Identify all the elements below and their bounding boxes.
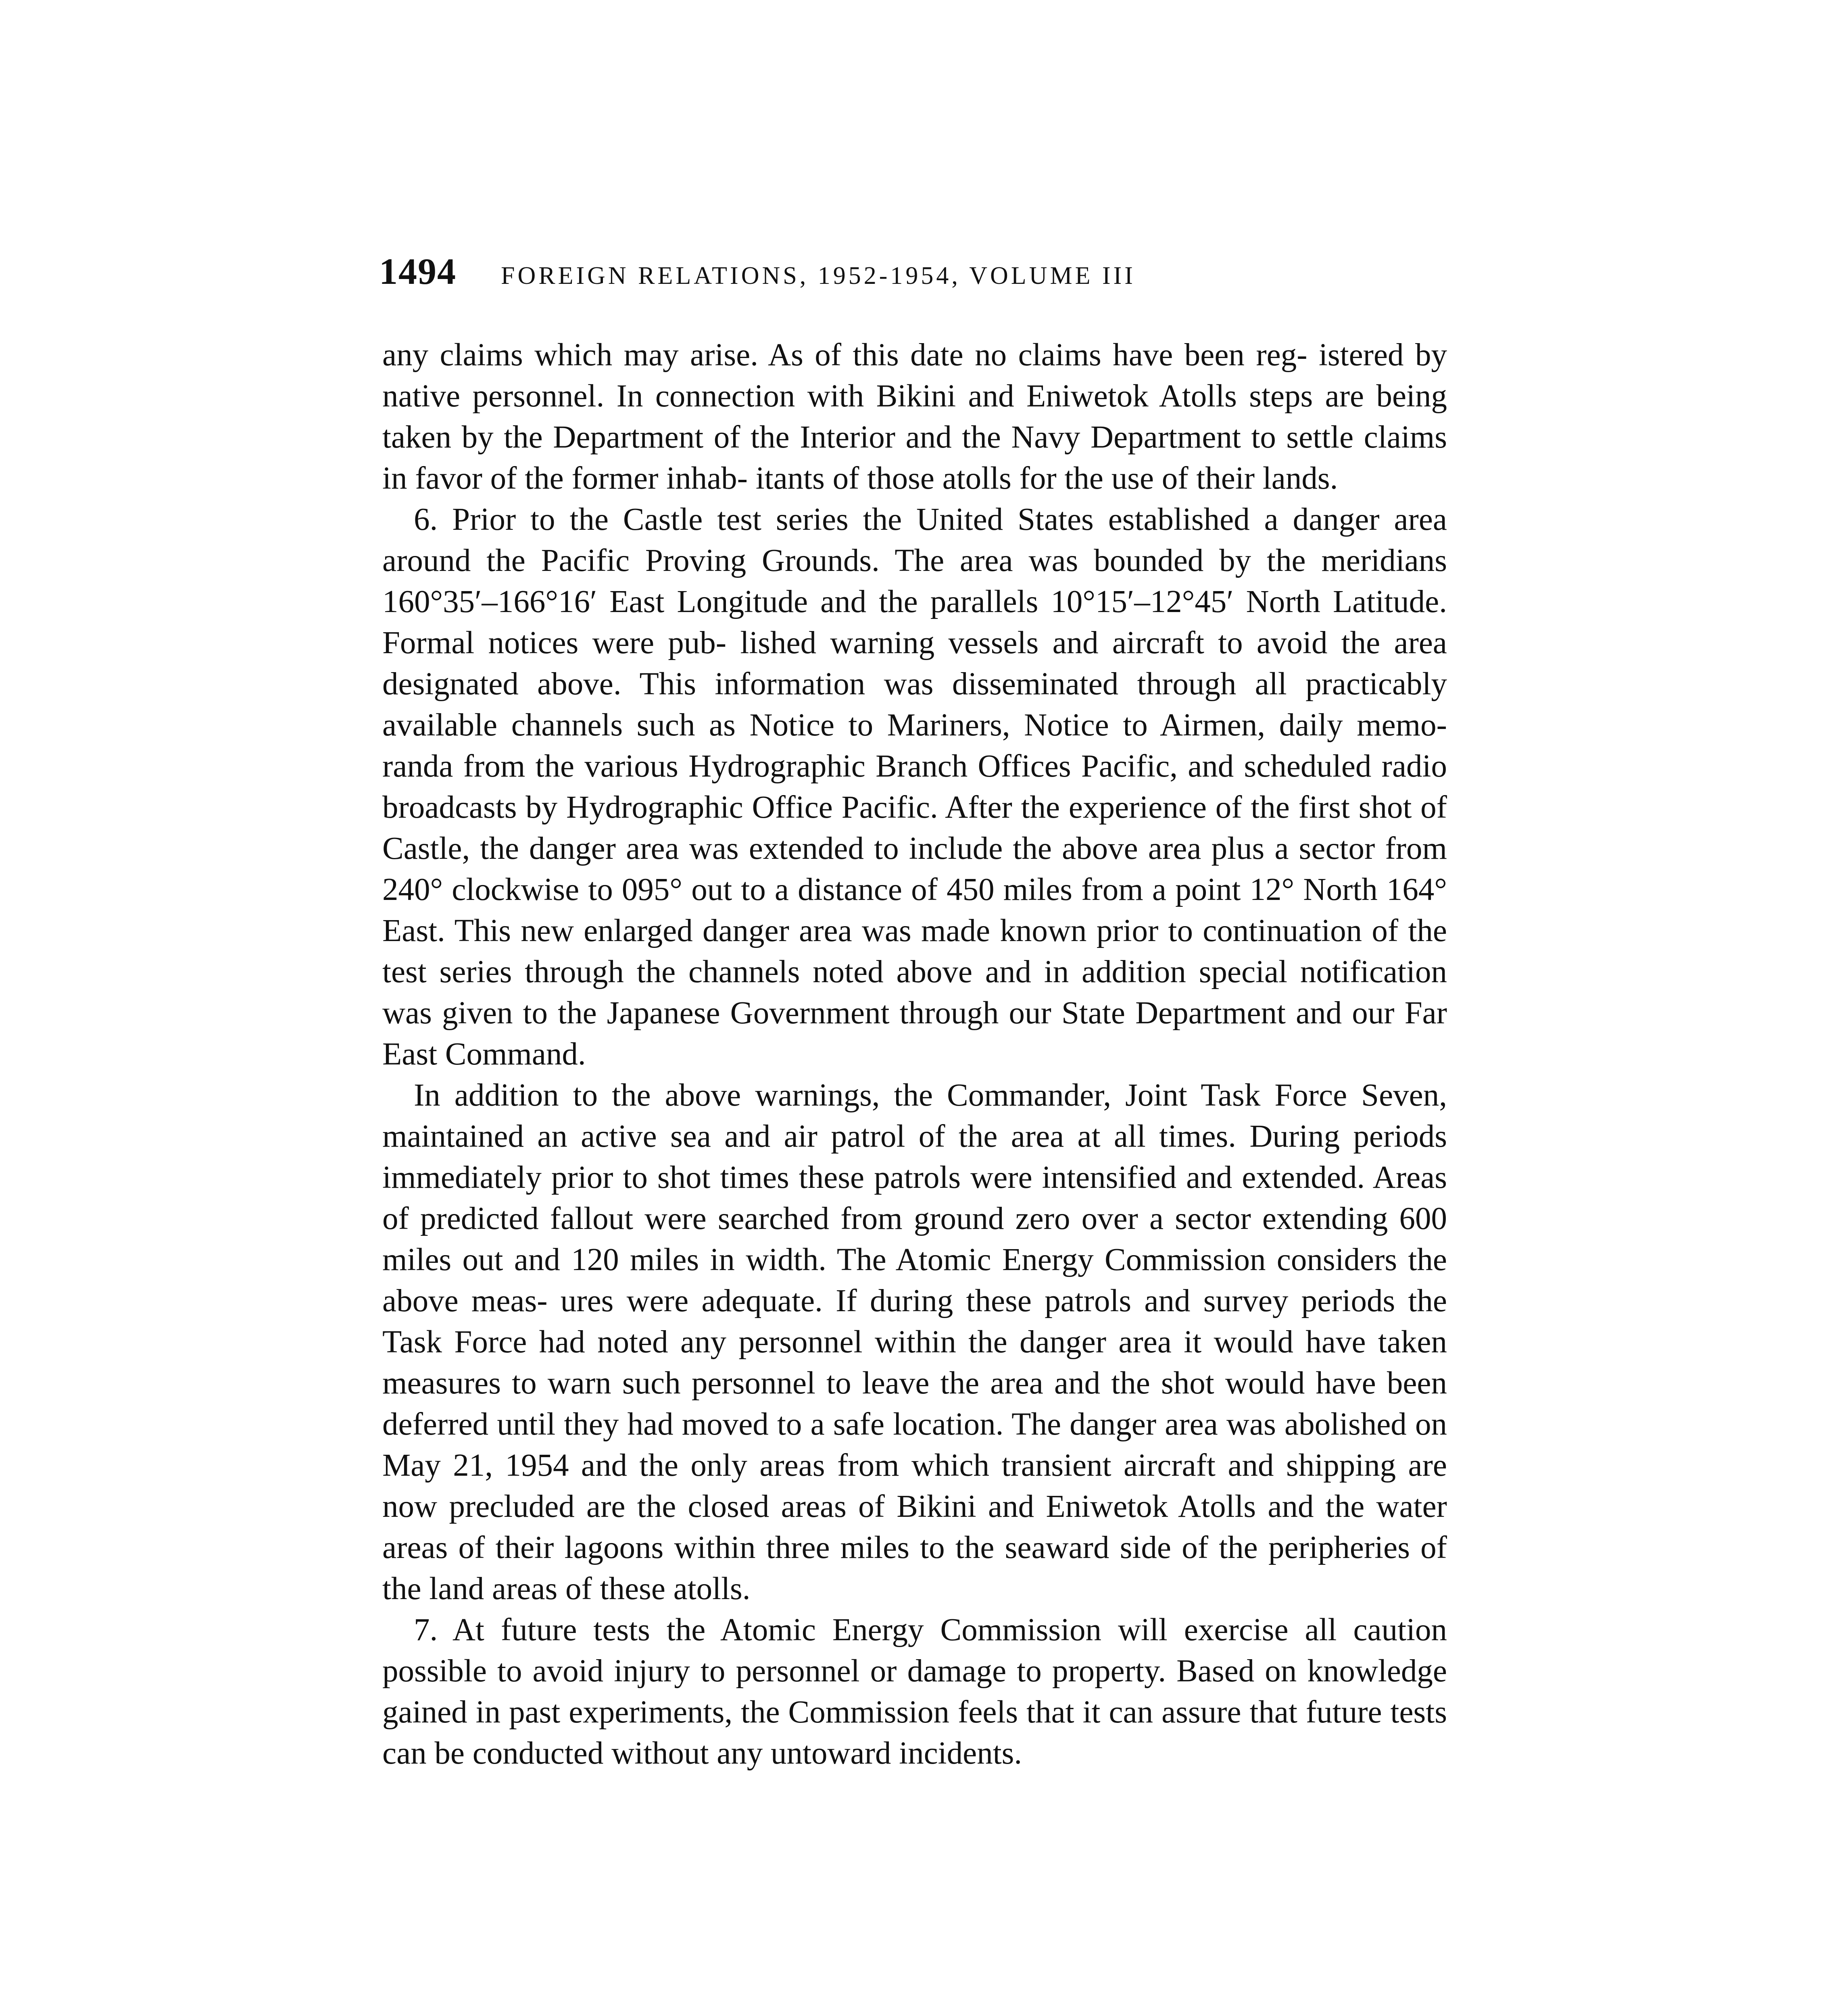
paragraph-6-danger-area: 6. Prior to the Castle test series the United States established a danger area around the Pacific Proving Grounds. The area was bounded by the meridians 160°35′–166°16′ East Longitude and the parallels 10°15′–12°45′ North Latitude. Formal notices were pub- lished warning vessels and aircraft to avoid the area designated above. This information was disseminated through all practicably available channels such as Notice to Mariners, Notice to Airmen, daily memo- randa from the various Hydrographic Branch Offices Pacific, and scheduled radio broadcasts by Hydrographic Office Pacific. After the experience of the first shot of Castle, the danger area was extended to include the above area plus a sector from 240° clockwise to 095° out to a distance of 450 miles from a point 12° North 164° East. This new enlarged danger area was made known prior to continuation of the test series through the channels noted above and in addition special notification was given to the Japanese Government through our State Department and our Far East Command.: [382, 502, 1447, 1072]
page-header: [379, 250, 1468, 298]
text-body: [382, 335, 1447, 1774]
paragraph-claims-continuation: any claims which may arise. As of this date no claims have been reg- istered by native personnel. In connection with Bikini and Eniwetok Atolls steps are being taken by the Department of the Interior and the Navy Department to settle claims in favor of the former inhab- itants of those atolls for the use of their lands.: [382, 337, 1447, 496]
running-title: FOREIGN RELATIONS, 1952-1954, VOLUME III: [501, 262, 1136, 289]
paragraph-warnings-patrols: In addition to the above warnings, the Commander, Joint Task Force Seven, maintained an active sea and air patrol of the area at all times. During periods immediately prior to shot times these patrols were intensified and extended. Areas of predicted fallout were searched from ground zero over a sector extending 600 miles out and 120 miles in width. The Atomic Energy Commission considers the above meas- ures were adequate. If during these patrols and survey periods the Task Force had noted any personnel within the danger area it would have taken measures to warn such personnel to leave the area and the shot would have been deferred until they had moved to a safe location. The danger area was abolished on May 21, 1954 and the only areas from which transient aircraft and shipping are now precluded are the closed areas of Bikini and Eniwetok Atolls and the water areas of their lagoons within three miles to the seaward side of the peripheries of the land areas of these atolls.: [382, 1078, 1447, 1606]
page-number: 1494: [379, 251, 457, 292]
paragraph-7-future-tests: 7. At future tests the Atomic Energy Commission will exercise all caution possible to avoid injury to personnel or damage to property. Based on knowledge gained in past experiments, the Commission feels that it can assure that future tests can be conducted without any untoward incidents.: [382, 1612, 1447, 1771]
